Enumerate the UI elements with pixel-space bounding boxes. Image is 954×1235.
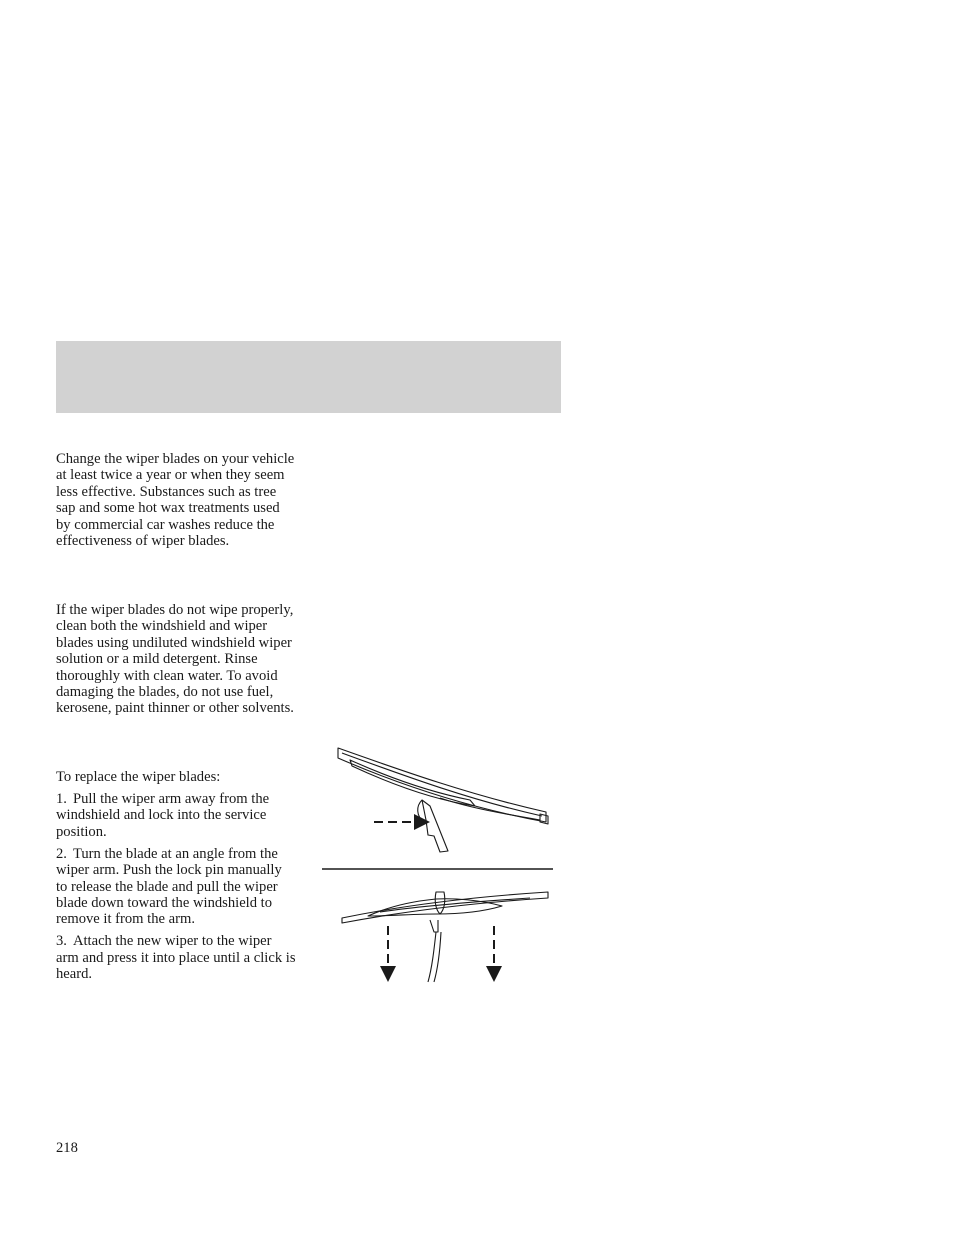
step-number: 3.: [56, 933, 67, 950]
step-number: 2.: [56, 845, 67, 862]
blade-frame: [350, 760, 475, 806]
lower-wiper-illustration: [342, 892, 548, 982]
upper-wiper-illustration: [338, 748, 548, 852]
step-item: [56, 791, 296, 840]
blade-outer-edge: [338, 748, 546, 822]
step-number: 1.: [56, 791, 67, 807]
step-text: Pull the wiper arm away from the windshield and lock into the service position.: [56, 791, 270, 840]
wiper-blade-illustration: [320, 740, 560, 990]
blade-rubber: [440, 798, 540, 820]
paragraph-text: To replace the wiper blades:: [56, 769, 221, 785]
cleaning-paragraph: [56, 602, 296, 717]
paragraph-text: If the wiper blades do not wipe properly, clean both the windshield and wiper blades using undiluted windshield wiper solution or a mild detergent. Rinse thoroughly with clean water. To avoid damaging the blades, do not use fuel, kerosene, paint thinner or other solvents.: [56, 602, 294, 717]
page-number: 218: [56, 1140, 78, 1156]
step-text: Turn the blade at an angle from the wiper arm. Push the lock pin manually to release the blade and pull the wiper blade down toward the windshield to remove it from the arm.: [56, 845, 282, 928]
arm-connector: [430, 920, 438, 932]
step-item: [56, 933, 296, 982]
wiper-arm-left: [428, 932, 436, 982]
replacement-steps: [56, 791, 296, 988]
intro-paragraph: [56, 451, 296, 549]
paragraph-text: Change the wiper blades on your vehicle at least twice a year or when they seem less effective. Substances such as tree sap and some hot wax treatments used by commercial car washes reduce the effectiveness of wiper blades.: [56, 451, 295, 550]
blade-inner-line: [342, 753, 542, 816]
replace-intro: [56, 769, 296, 785]
wiper-arm: [422, 800, 448, 852]
section-header-band: [56, 341, 561, 413]
lock-pin: [435, 892, 445, 914]
step-item: [56, 846, 296, 928]
step-text: Attach the new wiper to the wiper arm and press it into place until a click is heard.: [56, 933, 296, 983]
